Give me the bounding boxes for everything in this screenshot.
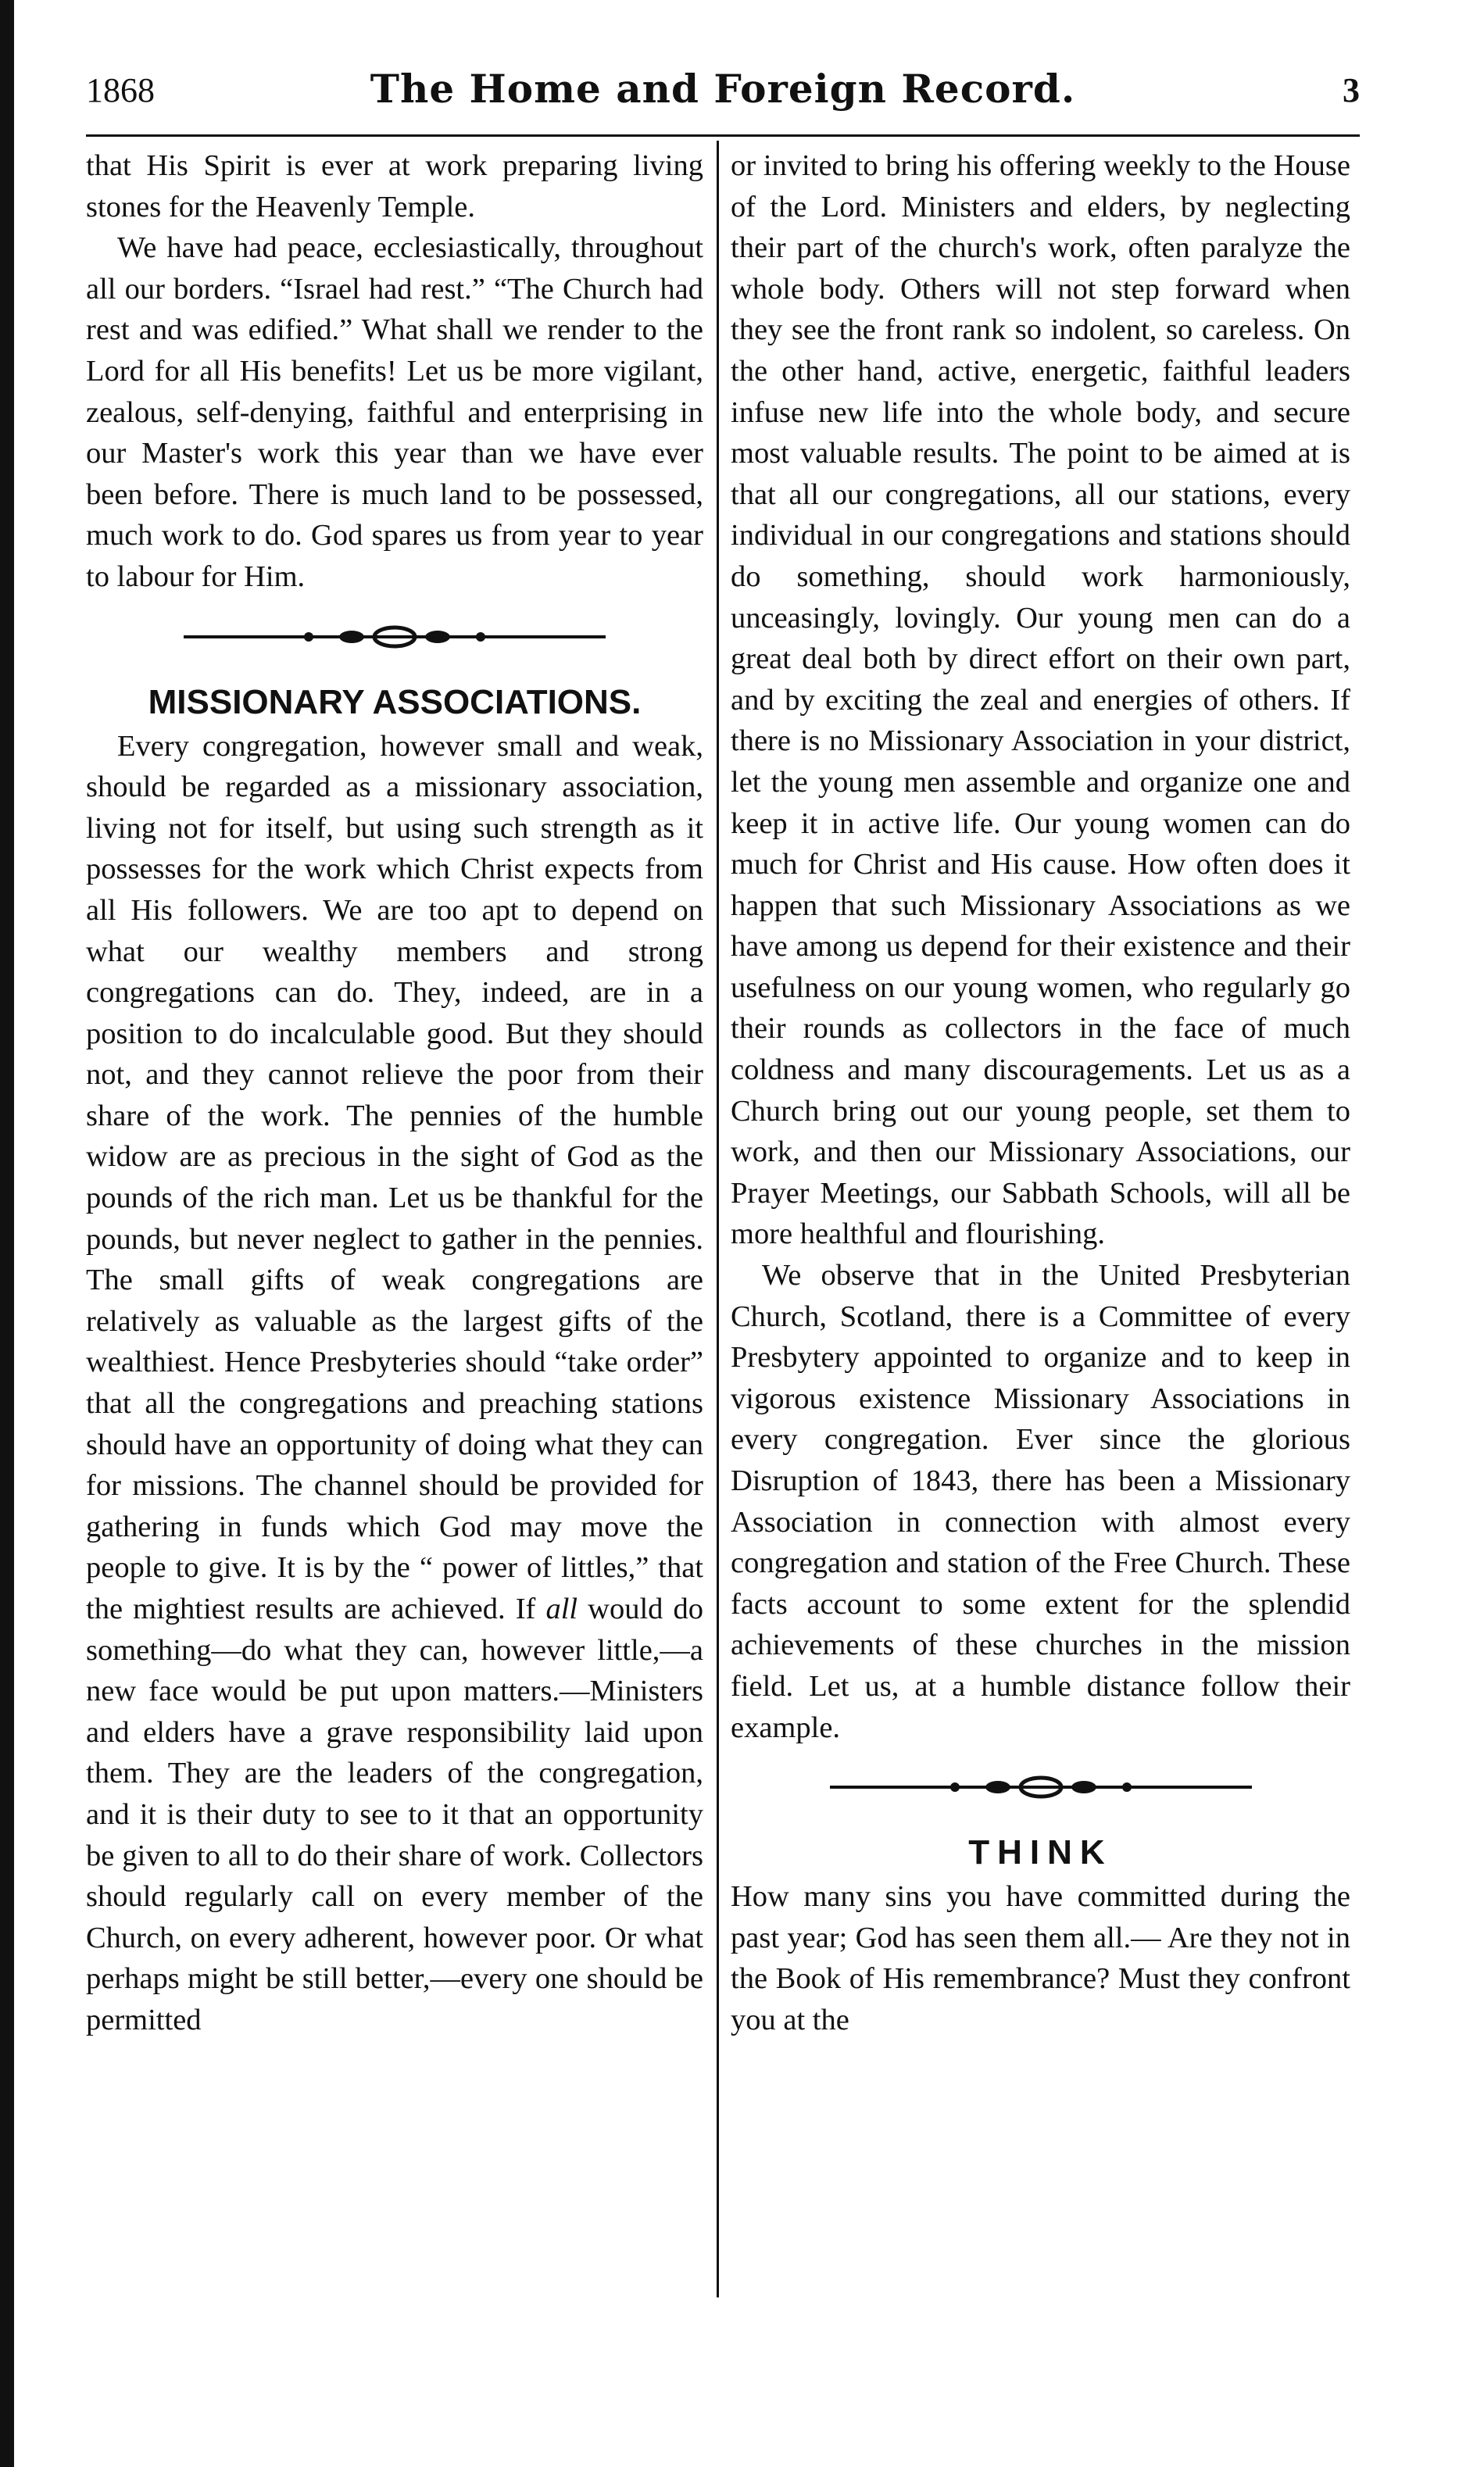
paragraph-text: would do something—do what they can, however little,—a new face would be put upon matters.—Ministers and elders have a grave responsibility laid upon them. They are the leaders of the congregation, and it is their duty to see to it that an opportunity be given to all to do their share of work. Collectors should regularly call on every member of the Church, on every adherent, however poor. Or what perhaps might be still better,—every one should be permitted — [86, 1593, 704, 2036]
paragraph: How many sins you have committed during the past year; God has seen them all.— Are they not in the Book of His remembrance? Must they confront you at the — [731, 1880, 1350, 2036]
page-header — [86, 66, 1360, 128]
paragraph: or invited to bring his offering weekly to the House of the Lord. Ministers and elders, by neglecting their part of the church's work, often paralyze the whole body. Others will not step forward when they see the front rank so indolent, so careless. On the other hand, active, energetic, faithful leaders infuse new life into the whole body, and secure most valuable results. The point to be aimed at is that all our congregations, all our stations, every individual in our congregations and stations should do something, should work harmoniously, unceasingly, lovingly. Our young men can do a great deal both by direct effort on their own part, and by exciting the zeal and energies of others. If there is no Missionary Association in your district, let the young men assemble and organize one and keep it in active life. Our young women can do much for Christ and His cause. How often does it happen that such Missionary Associations as we have among us depend for their existence and their usefulness on our young women, who regularly go their rounds as collectors in the face of much coldness and many discouragements. Let us as a Church bring out our young people, set them to work, and then our Missionary Associations, our Prayer Meetings, our Sabbath Schools, will all be more healthful and flourishing. — [731, 149, 1350, 1251]
emphasis-text: all — [545, 1593, 578, 1625]
section-heading: THINK — [968, 1833, 1113, 1872]
paragraph: We observe that in the United Presbyterian Church, Scotland, there is a Committee of every Presbytery appointed to organize and to keep in vigorous existence Missionary Associations in every congregation. Ever since the glorious Disruption of 1843, there has been a Missionary Association in connection with almost every congregation and station of the Free Church. These facts account to some extent for the splendid achievements of these churches in the mission field. Let us, at a humble distance follow their example. — [731, 1259, 1350, 1744]
header-title: The Home and Foreign Record. — [370, 66, 1076, 112]
paragraph-text: Every congregation, however small and weak, should be regarded as a missionary association, living not for itself, but using such strength as it possesses for the work which Christ expects from all His followers. We are too apt to depend on what our wealthy members and strong congregations can do. They, indeed, are in a position to do incalculable good. But they should not, and they cannot relieve the poor from their share of the work. The pennies of the humble widow are as precious in the sight of God as the pounds of the rich man. Let us be thankful for the pounds, but never neglect to gather in the pennies. The small gifts of weak congregations are relatively as valuable as the largest gifts of the wealthiest. Hence Presbyteries should “take order” that all the congregations and preaching stations should have an opportunity of doing what they can for missions. The channel should be provided for gathering in funds which God may move the people to give. It is by the “ power of littles,” that the mightiest results are achieved. If — [86, 729, 703, 1625]
header-rule — [86, 134, 1360, 137]
header-year: 1868 — [86, 71, 155, 109]
page-edge-shadow — [0, 0, 14, 2467]
left-column — [86, 145, 703, 2041]
ornament-divider — [822, 1772, 1260, 1803]
page-number: 3 — [1343, 71, 1360, 109]
ornament-divider — [176, 621, 613, 653]
paragraph: that His Spirit is ever at work preparing living stones for the Heavenly Temple. — [86, 149, 703, 223]
column-divider — [717, 141, 719, 2297]
paragraph — [86, 726, 703, 2041]
section-heading: MISSIONARY ASSOCIATIONS. — [148, 682, 642, 721]
paragraph: We have had peace, ecclesiastically, throughout all our borders. “Israel had rest.” “The Church had rest and was edified.” What shall we render to the Lord for all His benefits! Let us be more vigilant, zealous, self-denying, faithful and enterprising in our Master's work this year than we have ever been before. There is much land to be possessed, much work to do. God spares us from year to year to labour for Him. — [86, 231, 703, 593]
right-column — [731, 145, 1350, 2041]
